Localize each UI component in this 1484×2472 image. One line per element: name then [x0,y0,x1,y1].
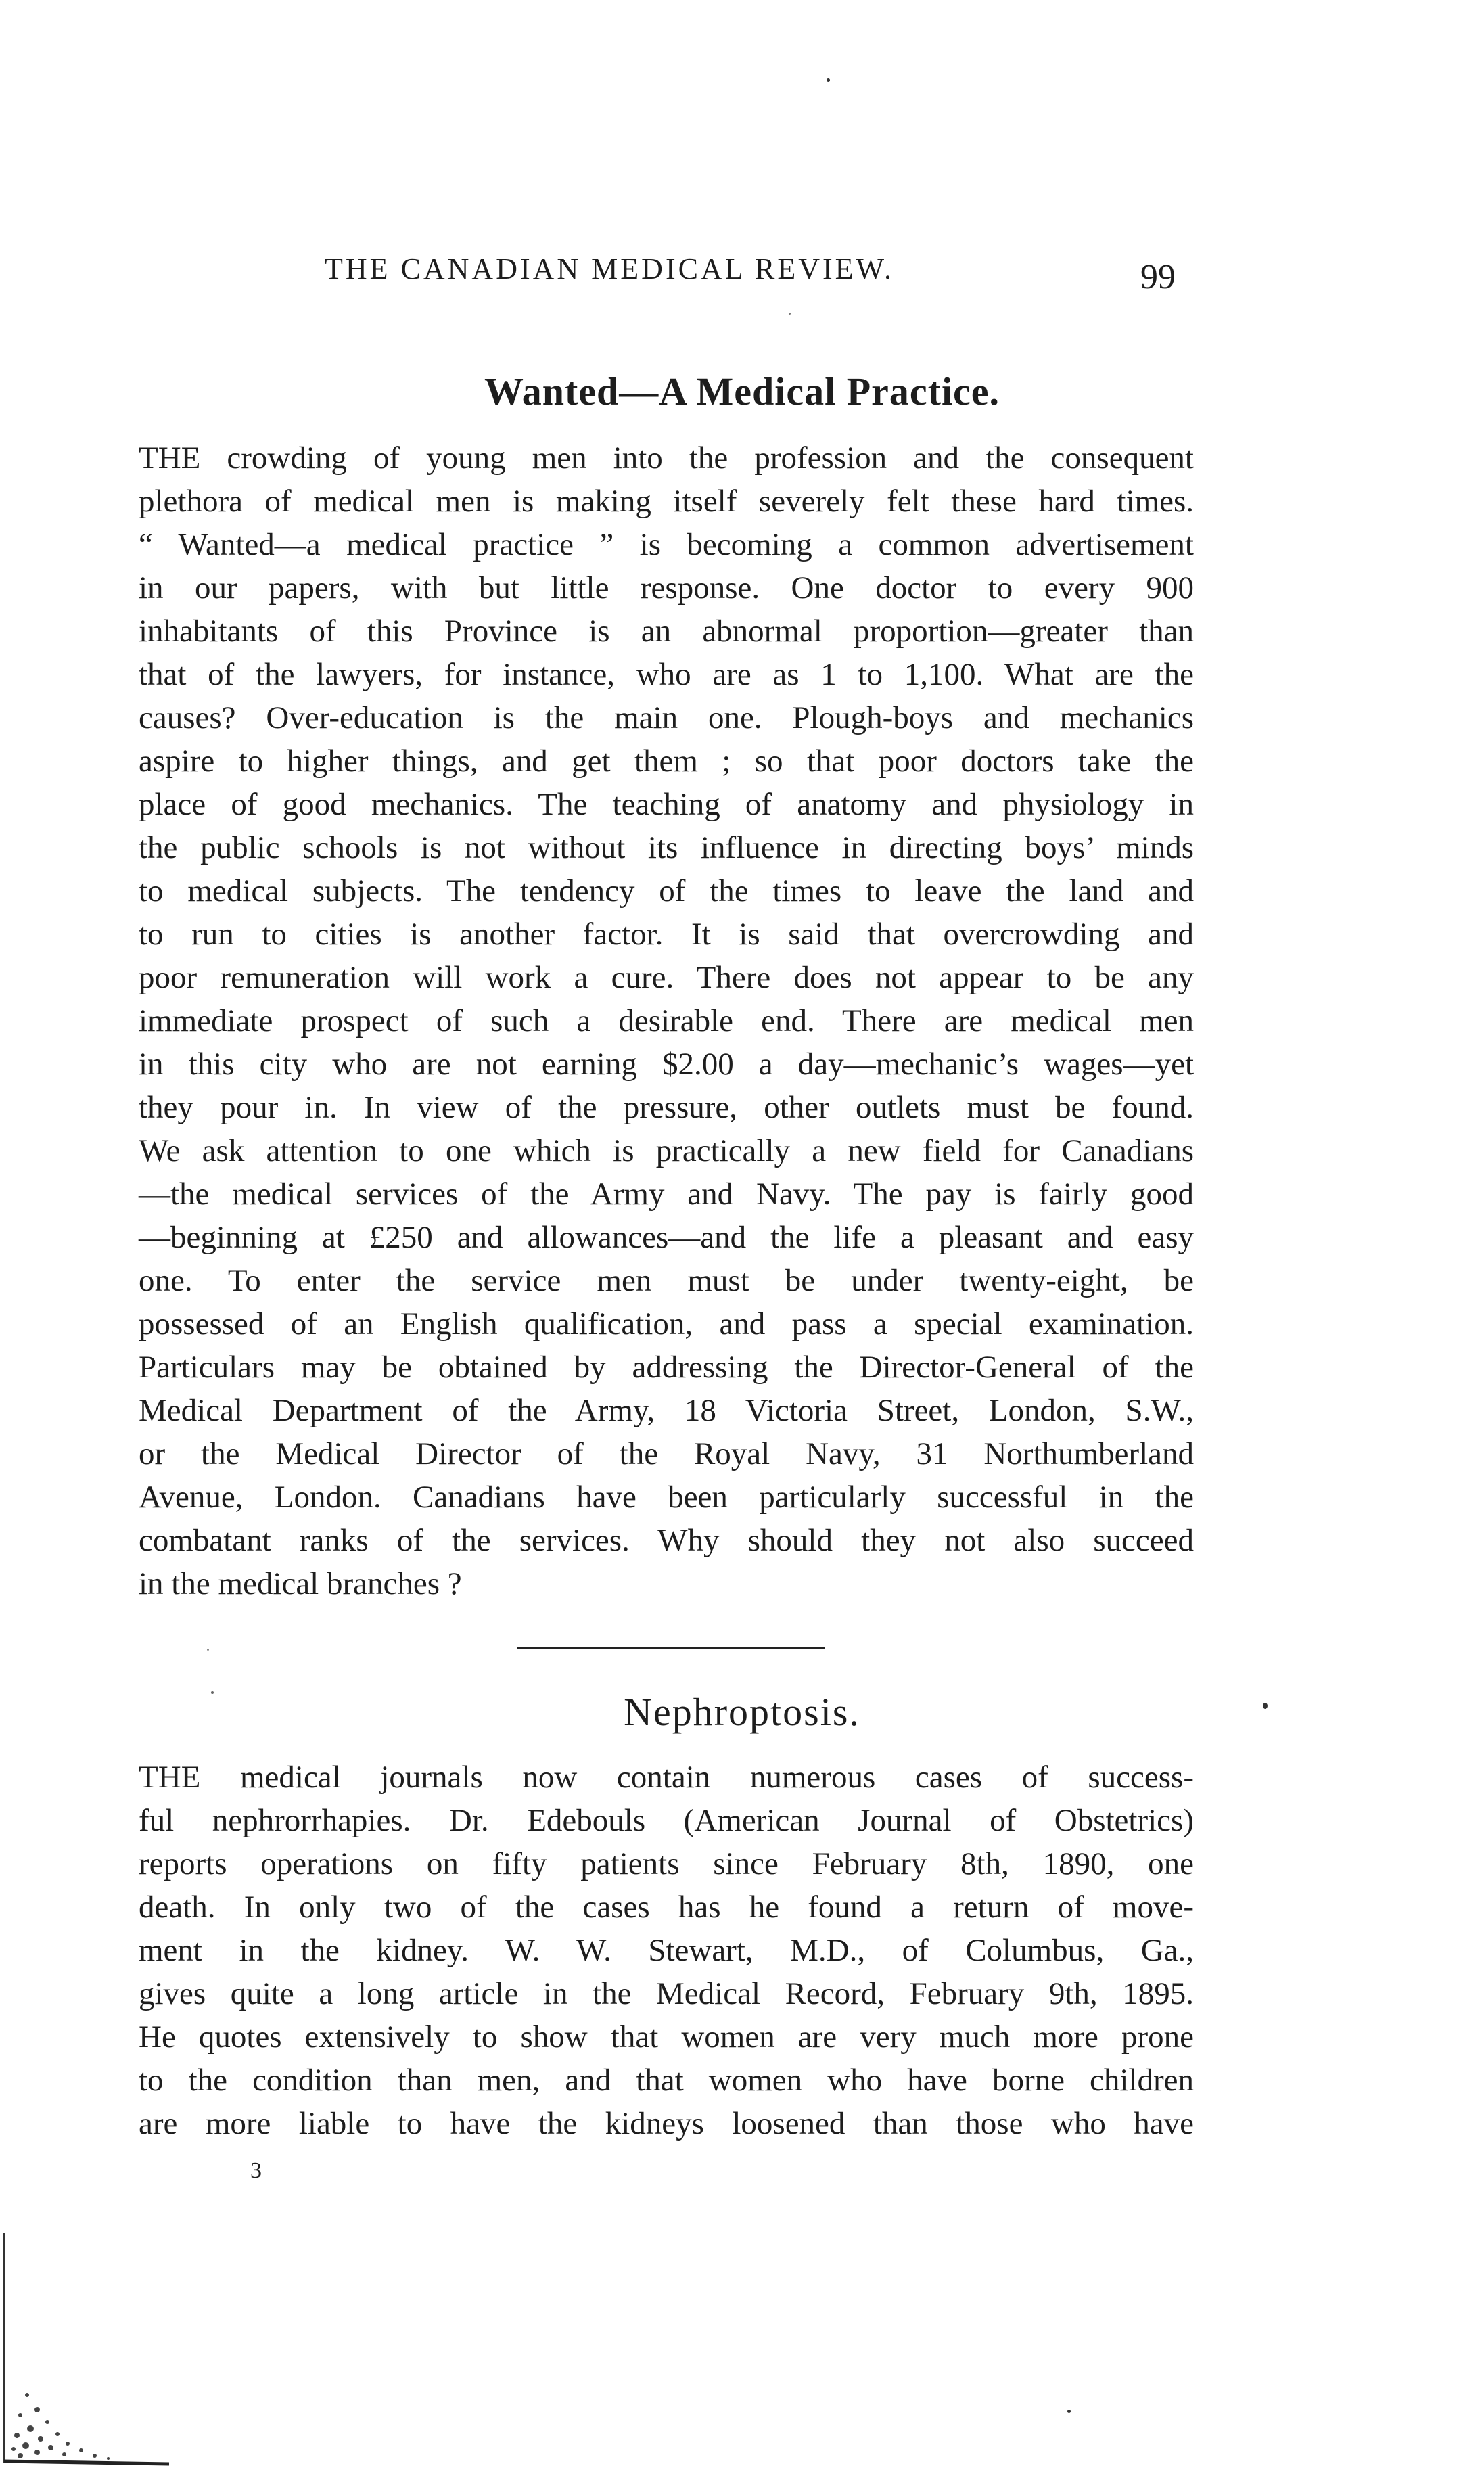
running-head: THE CANADIAN MEDICAL REVIEW. [325,252,894,285]
article-body-wanted [139,436,1194,1605]
paragraph-line: He quotes extensively to show that women are very much more prone [139,2019,1194,2055]
paragraph-line: in this city who are not earning $2.00 a day—mechanic’s wages—yet [139,1047,1194,1082]
paragraph-line: one. To enter the service men must be under twenty-eight, be [139,1263,1194,1298]
paragraph-line: “ Wanted—a medical practice ” is becoming a common advertisement [139,527,1194,562]
page-edge-smudge [0,2233,176,2472]
paragraph-line: We ask attention to one which is practically a new field for Canadians [139,1133,1194,1168]
paragraph-line: death. In only two of the cases has he found a return of move- [139,1890,1194,1925]
paragraph-line: immediate prospect of such a desirable end. There are medical men [139,1003,1194,1038]
paragraph-line: THE crowding of young men into the profession and the consequent [139,440,1194,476]
section-divider [517,1647,825,1649]
paragraph-line: poor remuneration will work a cure. There does not appear to be any [139,960,1194,995]
paragraph-line: Avenue, London. Canadians have been particularly successful in the [139,1480,1194,1515]
paragraph-line: that of the lawyers, for instance, who are as 1 to 1,100. What are the [139,657,1194,692]
ink-speck [827,78,830,82]
article-title-wanted: Wanted—A Medical Practice. [484,369,1000,413]
page-number: 99 [1140,258,1176,296]
ink-speck [1067,2410,1071,2413]
paragraph-line: are more liable to have the kidneys loosened than those who have [139,2106,1194,2141]
paragraph-line: in our papers, with but little response. One doctor to every 900 [139,570,1194,605]
signature-mark: 3 [250,2158,262,2183]
paragraph-line: Medical Department of the Army, 18 Victoria Street, London, S.W., [139,1393,1194,1428]
paragraph-line: inhabitants of this Province is an abnormal proportion—greater than [139,614,1194,649]
paragraph-line: Particulars may be obtained by addressing the Director-General of the [139,1350,1194,1385]
paragraph-line: they pour in. In view of the pressure, other outlets must be found. [139,1090,1194,1125]
ink-speck [789,313,791,315]
paragraph-line: —the medical services of the Army and Navy. The pay is fairly good [139,1176,1194,1212]
paragraph-line: the public schools is not without its influence in directing boys’ minds [139,830,1194,865]
paragraph-line: ment in the kidney. W. W. Stewart, M.D., of Columbus, Ga., [139,1933,1194,1968]
ink-speck [207,1649,209,1651]
paragraph-line: plethora of medical men is making itself severely felt these hard times. [139,484,1194,519]
paragraph-line: to run to cities is another factor. It is said that overcrowding and [139,917,1194,952]
paragraph-line: gives quite a long article in the Medical Record, February 9th, 1895. [139,1976,1194,2011]
paragraph-line: causes? Over-education is the main one. Plough-boys and mechanics [139,700,1194,735]
paragraph-line: possessed of an English qualification, and pass a special examination. [139,1306,1194,1342]
paragraph-line: reports operations on fifty patients since February 8th, 1890, one [139,1846,1194,1881]
paragraph-line: THE medical journals now contain numerous cases of success- [139,1760,1194,1795]
paragraph-line: ful nephrorrhapies. Dr. Edebouls (American Journal of Obstetrics) [139,1803,1194,1838]
paragraph-line: aspire to higher things, and get them ; so that poor doctors take the [139,743,1194,779]
paragraph-line: or the Medical Director of the Royal Navy, 31 Northumberland [139,1436,1194,1471]
paragraph-line: to medical subjects. The tendency of the times to leave the land and [139,873,1194,909]
paragraph-line: —beginning at £250 and allowances—and the life a pleasant and easy [139,1220,1194,1255]
article-body-nephroptosis [139,1756,1194,2145]
paragraph-line: in the medical branches ? [139,1566,462,1601]
paragraph-line: place of good mechanics. The teaching of anatomy and physiology in [139,787,1194,822]
paragraph-line: combatant ranks of the services. Why should they not also succeed [139,1523,1194,1558]
article-title-nephroptosis: Nephroptosis. [624,1690,860,1734]
paragraph-line: to the condition than men, and that women who have borne children [139,2063,1194,2098]
